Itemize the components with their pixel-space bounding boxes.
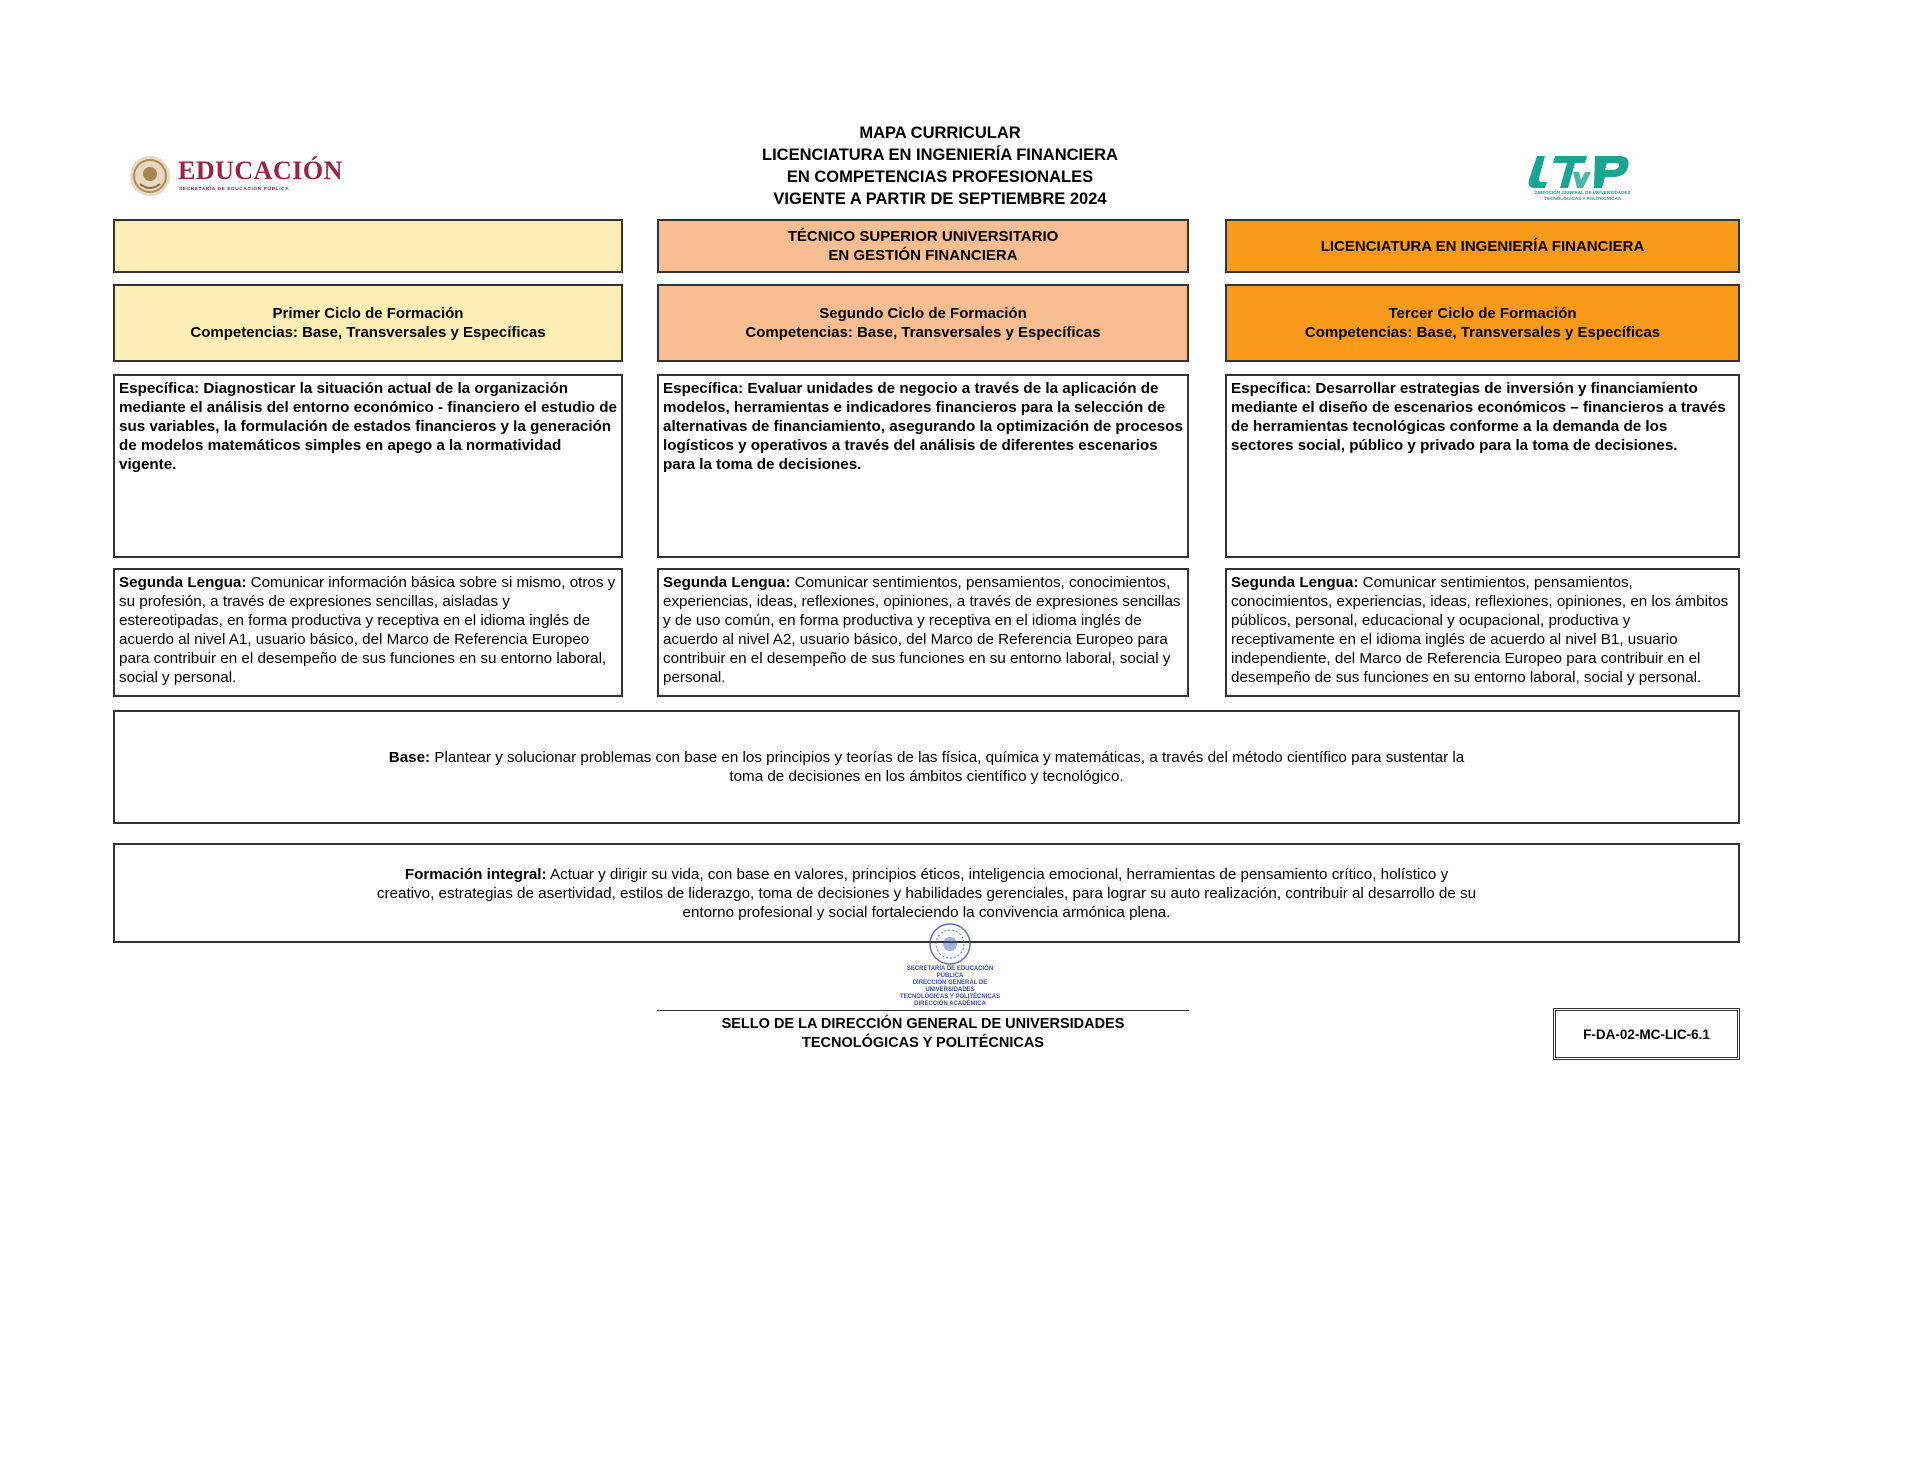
cycle-subtitle-3: Competencias: Base, Transversales y Específicas xyxy=(1304,324,1661,341)
degree-header-3 xyxy=(1225,219,1740,273)
stamp-line-3: TECNOLÓGICAS Y POLITÉCNICAS xyxy=(899,994,1001,1000)
page-title xyxy=(660,122,1220,210)
segunda-lengua-text-2: Comunicar sentimientos, pensamientos, conocimientos, experiencias, ideas, reflexiones, opiniones, a través de expresiones sencillas y de uso común, en forma productiva y receptiva en el idioma inglés de acuerdo al nivel A2, usuario básico, del Marco de Referencia Europeo para contribuir en el desempeño de sus funciones en su entorno laboral, social y personal. xyxy=(663,574,1181,686)
signature-caption-line-2: TECNOLÓGICAS Y POLITÉCNICAS xyxy=(802,1035,1044,1051)
base-label: Base: xyxy=(388,749,431,766)
degree-header-2-line-1: TÉCNICO SUPERIOR UNIVERSITARIO xyxy=(787,228,1059,245)
utp-logo-subtitle xyxy=(1525,190,1640,202)
title-line-2: LICENCIATURA EN INGENIERÍA FINANCIERA xyxy=(762,146,1118,164)
segunda-lengua-label-1: Segunda Lengua: xyxy=(119,574,247,591)
segunda-lengua-3 xyxy=(1225,568,1740,697)
degree-header-1 xyxy=(113,219,623,273)
cycle-subtitle-2: Competencias: Base, Transversales y Específicas xyxy=(745,324,1101,341)
degree-header-3-line-1: LICENCIATURA EN INGENIERÍA FINANCIERA xyxy=(1320,237,1645,255)
base-competency xyxy=(113,710,1740,824)
segunda-lengua-1 xyxy=(113,568,623,697)
segunda-lengua-label-2: Segunda Lengua: xyxy=(663,574,791,591)
segunda-lengua-2 xyxy=(657,568,1189,697)
signature-caption-line-1: SELLO DE LA DIRECCIÓN GENERAL DE UNIVERSIDADES xyxy=(721,1016,1125,1032)
formacion-label: Formación integral: xyxy=(404,865,547,883)
formacion-integral-text xyxy=(377,865,1477,922)
segunda-lengua-label-3: Segunda Lengua: xyxy=(1231,574,1359,591)
stamp-line-1: SECRETARÍA DE EDUCACIÓN PÚBLICA xyxy=(906,966,994,979)
cycle-title-1: Primer Ciclo de Formación xyxy=(272,305,464,322)
utp-subtitle-line-2: TECNOLÓGICAS Y POLITÉCNICAS xyxy=(1544,196,1621,201)
degree-header-2-line-2: EN GESTIÓN FINANCIERA xyxy=(828,247,1018,264)
especifica-competency-2: Específica: Evaluar unidades de negocio a través de la aplicación de modelos, herramientas e indicadores financieros para la selección de alternativas de financiamiento, asegurando la optimización de procesos logísticos y operativos a través del análisis de diferentes escenarios para la toma de decisiones. xyxy=(657,374,1189,558)
sep-logo-name: EDUCACIÓN xyxy=(178,156,343,185)
document-code: F-DA-02-MC-LIC-6.1 xyxy=(1553,1008,1740,1060)
title-line-4: VIGENTE A PARTIR DE SEPTIEMBRE 2024 xyxy=(773,190,1107,208)
signature-line xyxy=(657,1010,1189,1011)
sep-logo xyxy=(128,154,348,200)
official-stamp-text xyxy=(895,966,1005,1008)
national-seal-icon xyxy=(128,154,172,198)
formacion-text: Actuar y dirigir su vida, con base en valores, principios éticos, inteligencia emocional, herramientas de pensamiento crítico, holístico y creativo, estrategias de asertividad, estilos de liderazgo, toma de decisiones y habilidades gerenciales, para lograr su auto realización, contribuir al desarrollo de su entorno profesional y social fortaleciendo la convivencia armónica plena. xyxy=(376,865,1477,921)
utp-logo-mark xyxy=(1525,150,1640,190)
base-text: Plantear y solucionar problemas con base en los principios y teorías de las física, química y matemáticas, a través del método científico para sustentar la toma de decisiones en los ámbitos científico y tecnológico. xyxy=(430,749,1465,785)
title-line-3: EN COMPETENCIAS PROFESIONALES xyxy=(786,168,1094,186)
segunda-lengua-text-3: Comunicar sentimientos, pensamientos, conocimientos, experiencias, ideas, reflexiones, opiniones, en los ámbitos públicos, personal, educacional y ocupacional, productiva y receptivamente en el idioma inglés de acuerdo al nivel B1, usuario independiente, del Marco de Referencia Europeo para contribuir en el desempeño de sus funciones en su entorno laboral, social y personal. xyxy=(1231,574,1729,686)
segunda-lengua-text-1: Comunicar información básica sobre si mismo, otros y su profesión, a través de expresiones sencillas, aisladas y estereotipadas, en forma productiva y receptiva en el idioma inglés de acuerdo al nivel A1, usuario básico, del Marco de Referencia Europeo para contribuir en el desempeño de sus funciones en su entorno laboral, social y personal. xyxy=(119,574,616,686)
stamp-line-2: DIRECCIÓN GENERAL DE UNIVERSIDADES xyxy=(912,980,988,993)
signature-caption xyxy=(657,1015,1189,1053)
utp-logo xyxy=(1525,150,1640,205)
cycle-header-2 xyxy=(657,284,1189,362)
cycle-title-2: Segundo Ciclo de Formación xyxy=(819,305,1027,322)
degree-header-2 xyxy=(657,219,1189,273)
base-competency-text xyxy=(377,748,1477,786)
official-stamp-icon xyxy=(895,922,1005,966)
utp-subtitle-line-1: DIRECCIÓN GENERAL DE UNIVERSIDADES xyxy=(1534,190,1631,195)
official-stamp xyxy=(895,922,1005,1007)
cycle-header-1 xyxy=(113,284,623,362)
especifica-competency-1: Específica: Diagnosticar la situación actual de la organización mediante el análisis del entorno económico - financiero el estudio de sus variables, la formulación de estados financieros y la generación de modelos matemáticos simples en apego a la normatividad vigente. xyxy=(113,374,623,558)
sep-logo-subtitle: SECRETARÍA DE EDUCACIÓN PÚBLICA xyxy=(179,187,290,192)
cycle-header-3 xyxy=(1225,284,1740,362)
cycle-title-3: Tercer Ciclo de Formación xyxy=(1388,305,1577,322)
cycle-subtitle-1: Competencias: Base, Transversales y Específicas xyxy=(190,324,546,341)
especifica-competency-3: Específica: Desarrollar estrategias de inversión y financiamiento mediante el diseño de escenarios económicos – financieros a través de herramientas tecnológicas conforme a la demanda de los sectores social, público y privado para la toma de decisiones. xyxy=(1225,374,1740,558)
stamp-line-4: DIRECCIÓN ACADÉMICA xyxy=(914,1001,986,1007)
title-line-1: MAPA CURRICULAR xyxy=(859,124,1021,142)
